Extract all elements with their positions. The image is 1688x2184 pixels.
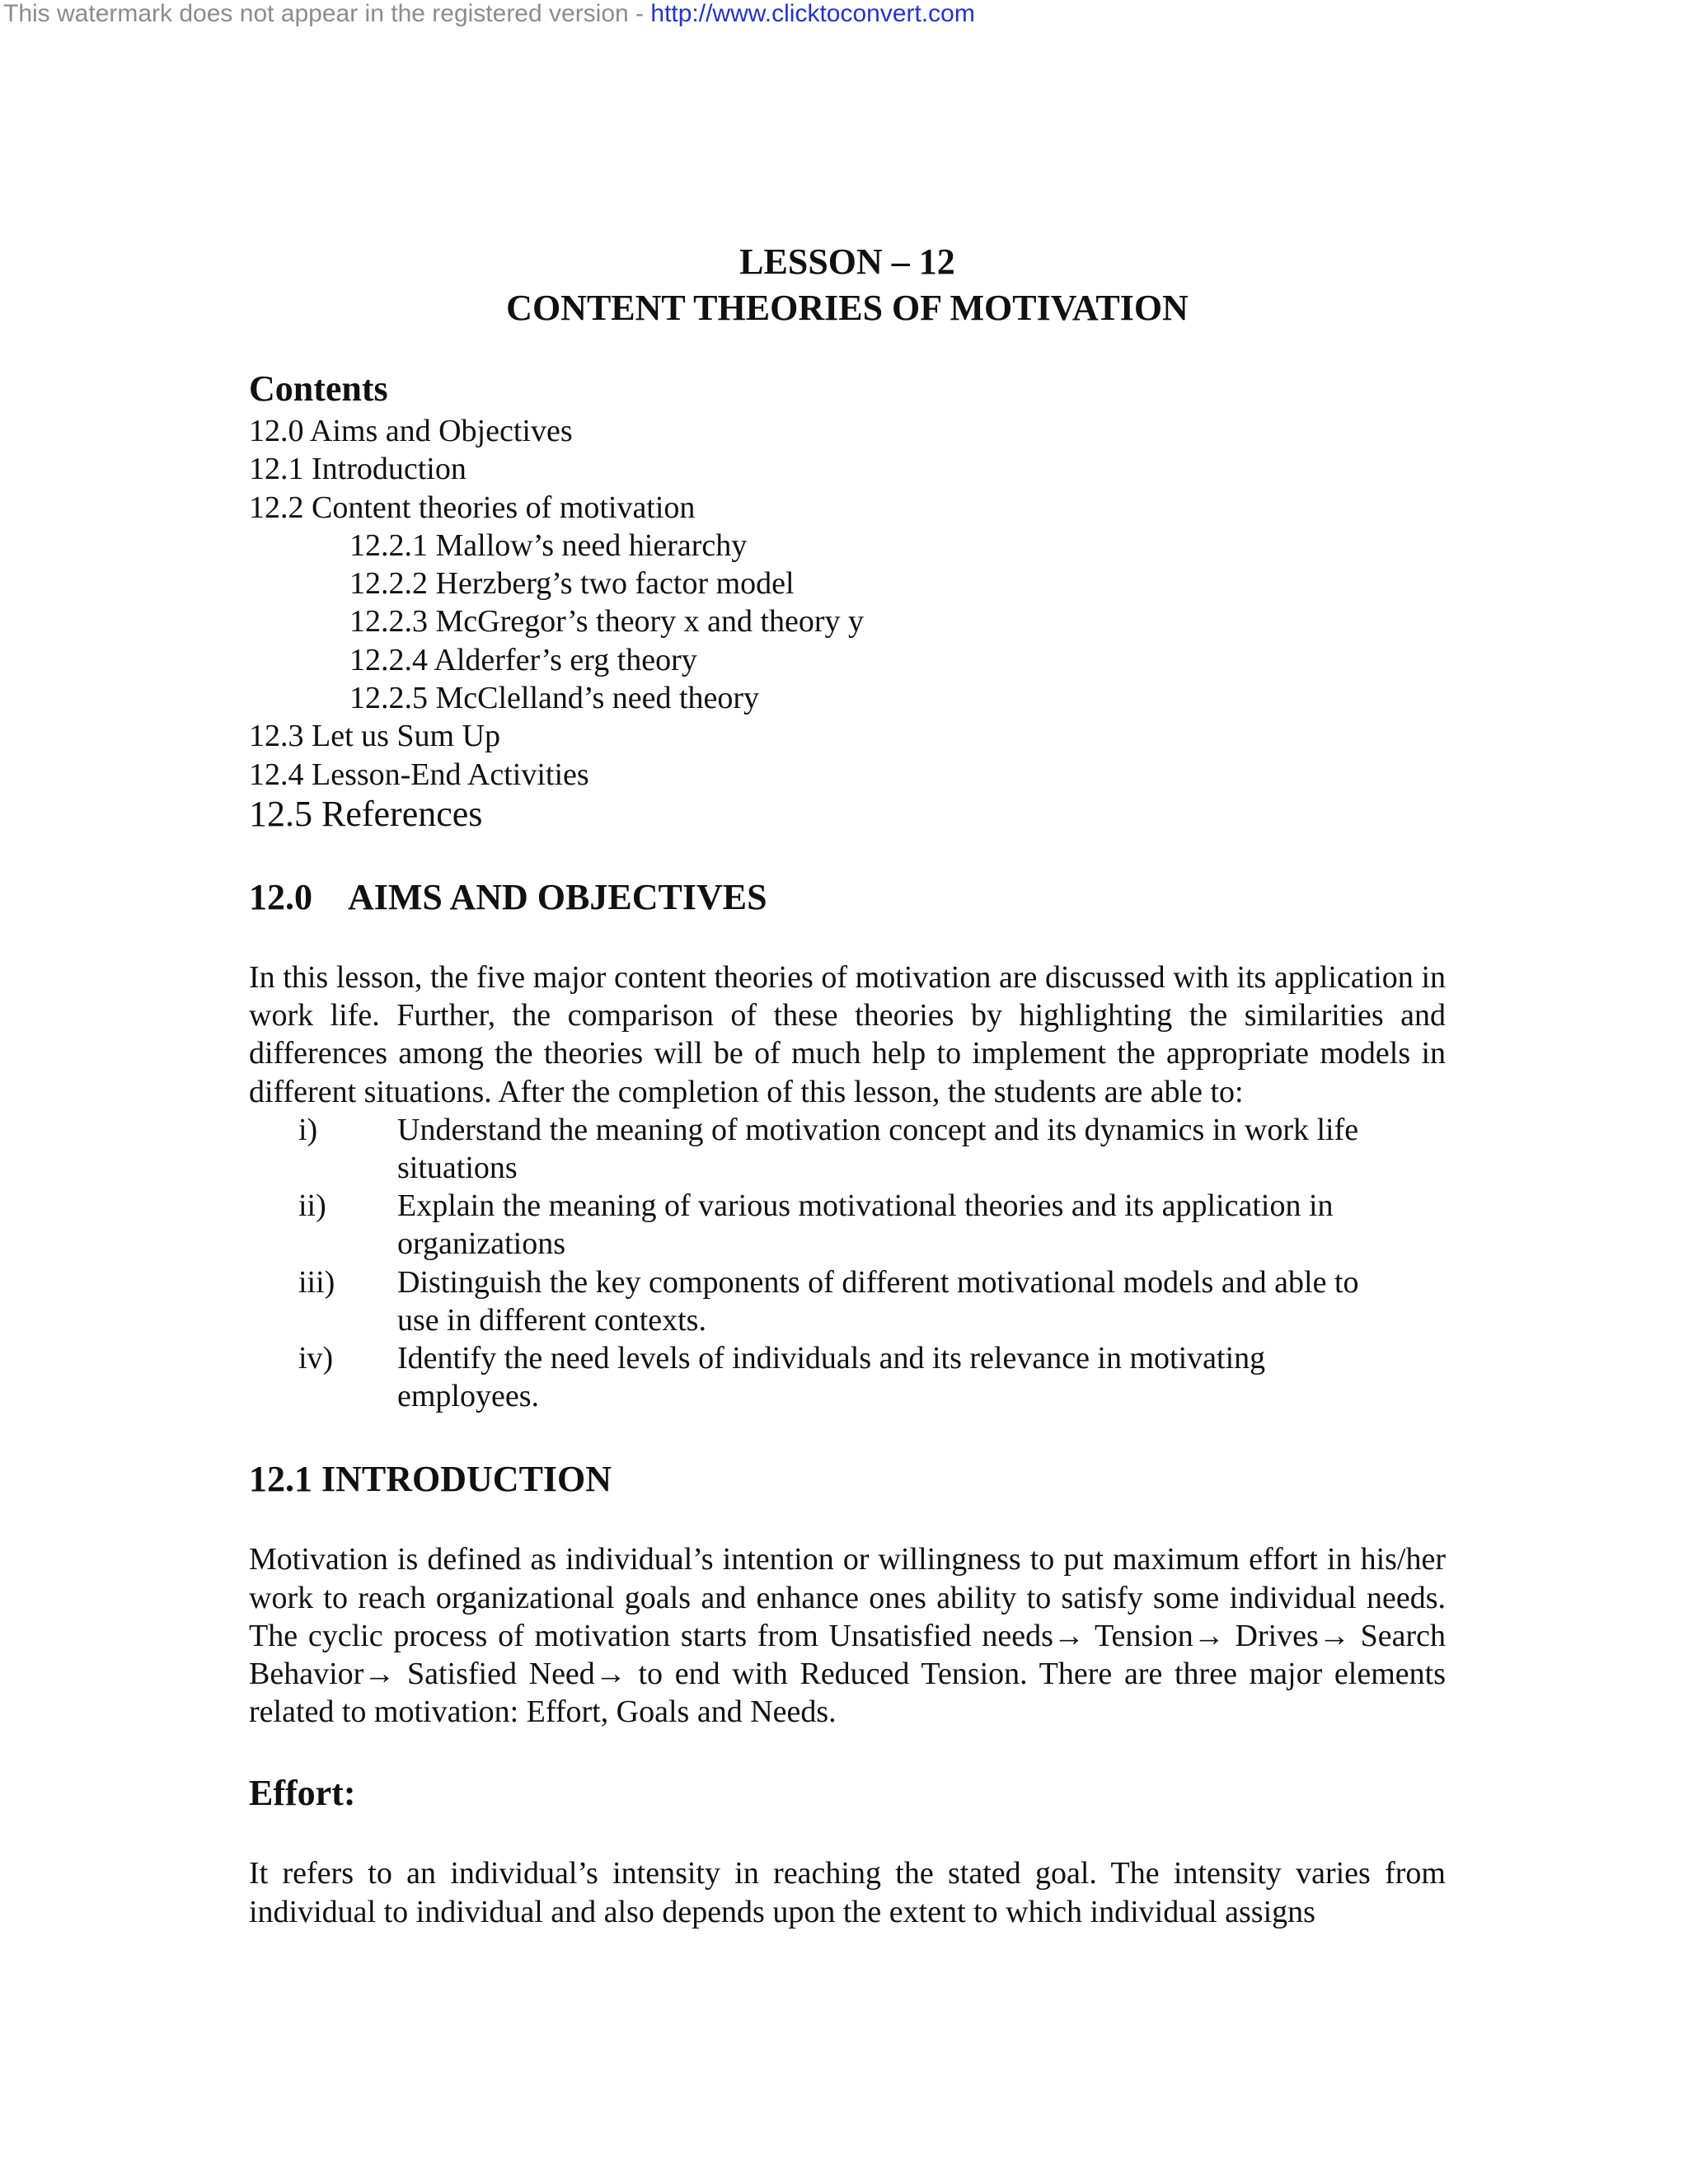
toc-item: 12.1 Introduction	[249, 452, 467, 487]
toc-item: 12.5 References	[249, 793, 483, 834]
contents-heading: Contents	[249, 368, 388, 409]
watermark-notice	[3, 0, 975, 28]
lesson-subject: CONTENT THEORIES OF MOTIVATION	[506, 288, 1189, 328]
introduction-paragraph: Motivation is defined as individual’s intention or willingness to put maximum effort in his/her work to reach organizational goals and enhance ones ability to satisfy some individual needs. The cyclic process of motivation starts from Unsatisfied needs→ Tension→ Drives→ Search Behavior→ Satisfied Need→ to end with Reduced Tension. There are three major elements related to motivation: Effort, Goals and Needs.	[249, 1542, 1446, 1730]
document-page	[249, 239, 1446, 1931]
objective-marker: iii)	[298, 1264, 335, 1300]
watermark-link[interactable]: http://www.clicktoconvert.com	[650, 0, 975, 27]
objective-item	[249, 1187, 1446, 1263]
objective-marker: ii)	[298, 1188, 326, 1224]
aims-section-number: 12.0	[249, 876, 312, 917]
objective-text: Understand the meaning of motivation concept and its dynamics in work life	[397, 1112, 1359, 1147]
toc-item: 12.2 Content theories of motivation	[249, 490, 696, 525]
aims-paragraph: In this lesson, the five major content theories of motivation are discussed with its application in work life. Further, the comparison of these theories by highlighting the similarities and differences among the theories will be of much help to implement the appropriate models in different situations. After the completion of this lesson, the students are able to:	[249, 959, 1446, 1109]
aims-section-title: AIMS AND OBJECTIVES	[348, 876, 767, 917]
lesson-number: LESSON – 12	[739, 241, 955, 282]
toc-subitem: 12.2.1 Mallow’s need hierarchy	[349, 527, 748, 563]
toc-item: 12.4 Lesson-End Activities	[249, 757, 589, 792]
watermark-text: This watermark does not appear in the registered version -	[3, 0, 651, 27]
toc-item: 12.3 Let us Sum Up	[249, 719, 501, 754]
toc-subitem: 12.2.5 McClelland’s need theory	[349, 681, 760, 716]
toc-subitem: 12.2.2 Herzberg’s two factor model	[349, 566, 795, 602]
objective-text: Identify the need levels of individuals and its relevance in motivating	[397, 1341, 1266, 1376]
objectives-list	[249, 1111, 1446, 1416]
toc-subitem: 12.2.3 McGregor’s theory x and theory y	[349, 604, 865, 640]
objective-marker: iv)	[298, 1341, 334, 1376]
objective-item	[249, 1339, 1446, 1415]
objective-text-cont: use in different contexts.	[397, 1302, 706, 1338]
toc-subitem: 12.2.4 Alderfer’s erg theory	[349, 642, 697, 677]
objective-text-cont: organizations	[397, 1226, 566, 1262]
toc-item: 12.0 Aims and Objectives	[249, 414, 573, 448]
objective-text-cont: situations	[397, 1150, 518, 1185]
effort-paragraph: It refers to an individual’s intensity in reaching the stated goal. The intensity varies from individual to individual and also depends upon the extent to which individual assigns	[249, 1856, 1446, 1929]
aims-heading	[249, 874, 1446, 921]
objective-text: Distinguish the key components of different motivational models and able to	[397, 1264, 1359, 1300]
effort-heading: Effort:	[249, 1773, 356, 1814]
introduction-heading: 12.1 INTRODUCTION	[249, 1459, 612, 1500]
objective-item	[249, 1111, 1446, 1187]
objective-marker: i)	[298, 1112, 318, 1147]
objective-item	[249, 1263, 1446, 1339]
objective-text: Explain the meaning of various motivational theories and its application in	[397, 1188, 1334, 1224]
lesson-title	[249, 239, 1446, 331]
table-of-contents	[249, 412, 1446, 835]
objective-text-cont: employees.	[397, 1379, 540, 1414]
